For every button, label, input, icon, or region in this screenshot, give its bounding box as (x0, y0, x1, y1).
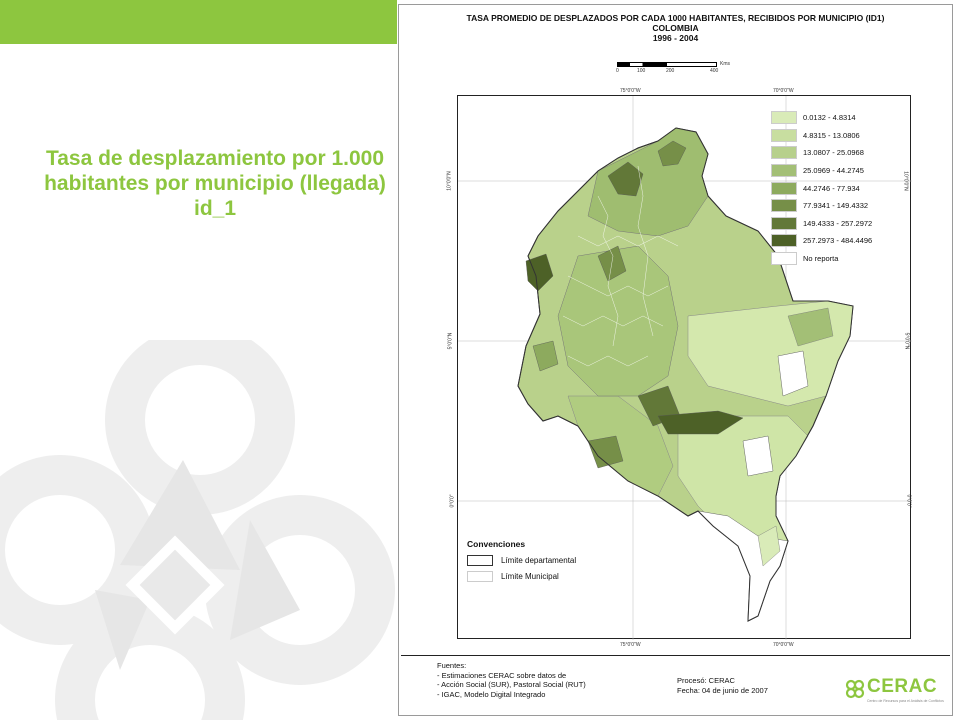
scale-bar-graphic (617, 62, 717, 67)
scale-label-200: 200 (666, 68, 675, 74)
process-author: Procesó: CERAC (677, 676, 735, 685)
map-panel (398, 4, 953, 716)
legend-item (771, 215, 903, 233)
legend-label: 149.4333 - 257.2972 (803, 218, 873, 228)
convention-departmental (467, 555, 647, 566)
slide-title: Tasa de desplazamiento por 1.000 habitantes por municipio (llegada) id_1 (44, 147, 386, 220)
cerac-emblem-icon (845, 679, 865, 699)
sources (437, 661, 586, 699)
municipal-swatch (467, 571, 493, 582)
legend-item (771, 197, 903, 215)
watermark-logo (0, 340, 400, 720)
grid-label-left-5n: 5°0'0"N (447, 332, 454, 350)
legend-swatch (771, 182, 797, 195)
grid-label-right-0: 0°0'0" (905, 494, 912, 508)
map-country: COLOMBIA (652, 23, 699, 33)
legend-swatch (771, 129, 797, 142)
legend-label: 0.0132 - 4.8314 (803, 113, 856, 123)
cerac-logo-text: CERAC (867, 676, 938, 697)
legend-swatch (771, 199, 797, 212)
scale-label-100: 100 (637, 68, 646, 74)
legend-swatch (771, 111, 797, 124)
grid-label-left-10n: 10°0'0"N (446, 171, 453, 191)
legend-item (771, 179, 903, 197)
legend-item (771, 162, 903, 180)
grid-label-top-70w: 70°0'0"W (773, 88, 794, 94)
legend-label: 4.8315 - 13.0806 (803, 130, 860, 140)
cerac-logo-tagline: Centro de Recursos para el Análisis de Conflictos (867, 699, 944, 703)
conventions (467, 539, 647, 587)
grid-label-bottom-70w: 70°0'0"W (773, 642, 794, 648)
legend-swatch (771, 164, 797, 177)
grid-label-right-5n: 5°0'0"N (903, 332, 910, 350)
grid-label-left-0: 0°0'0" (449, 494, 456, 508)
source-line-1: - Estimaciones CERAC sobre datos de (437, 670, 567, 680)
legend-label: 257.2973 - 484.4496 (803, 236, 873, 246)
convention-municipal-label: Límite Municipal (501, 572, 559, 581)
grid-label-bottom-75w: 75°0'0"W (620, 642, 641, 648)
legend-item (771, 127, 903, 145)
legend-label: 44.2746 - 77.934 (803, 183, 860, 193)
sources-heading: Fuentes: (437, 661, 467, 670)
region-no-report-vaupes (743, 436, 773, 476)
legend-item (771, 250, 903, 268)
legend-label: 77.9341 - 149.4332 (803, 201, 869, 211)
legend-label: 13.0807 - 25.0968 (803, 148, 864, 158)
map-heading (399, 13, 952, 43)
legend-swatch (771, 146, 797, 159)
process-date: Fecha: 04 de junio de 2007 (677, 685, 768, 695)
legend-swatch (771, 234, 797, 247)
legend-item (771, 144, 903, 162)
convention-departmental-label: Límite departamental (501, 556, 577, 565)
scale-label-0: 0 (616, 68, 619, 74)
scale-unit: Kms (720, 61, 730, 67)
source-line-2: - Acción Social (SUR), Pastoral Social (RUT) (437, 680, 586, 689)
conventions-title: Convenciones (467, 539, 526, 549)
scale-label-400: 400 (710, 68, 719, 74)
process-info (677, 676, 768, 695)
legend-label: No reporta (803, 254, 839, 264)
convention-municipal (467, 571, 647, 582)
source-line-3: - IGAC, Modelo Digital Integrado (437, 689, 546, 699)
grid-label-top-75w: 75°0'0"W (620, 88, 641, 94)
legend-item (771, 232, 903, 250)
legend-item (771, 109, 903, 127)
map-title: TASA PROMEDIO DE DESPLAZADOS POR CADA 1000 HABITANTES, RECIBIDOS POR MUNICIPIO (ID1) (466, 13, 885, 23)
legend-swatch (771, 217, 797, 230)
cerac-logo (845, 675, 945, 715)
departmental-swatch (467, 555, 493, 566)
map-period: 1996 - 2004 (652, 33, 699, 43)
scale-bar (617, 62, 732, 74)
footer-divider (401, 655, 950, 656)
grid-label-right-10n: 10°0'0"N (902, 171, 909, 191)
legend-swatch (771, 252, 797, 265)
top-accent-bar (0, 0, 397, 44)
legend-label: 25.0969 - 44.2745 (803, 166, 864, 176)
map-legend (771, 109, 903, 267)
